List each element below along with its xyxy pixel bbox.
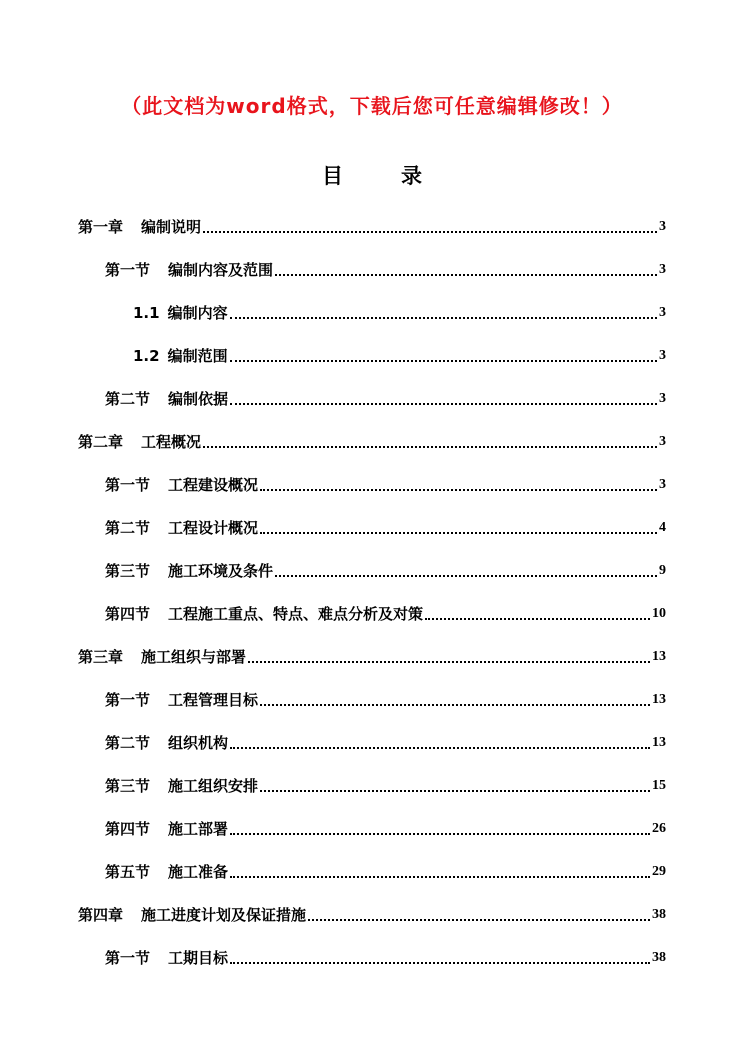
toc-entry-title: 工程管理目标 <box>168 691 259 709</box>
toc-entry[interactable] <box>0 893 744 936</box>
toc-entry-number: 第二章 <box>78 433 124 451</box>
toc-entry-page: 13 <box>652 691 666 707</box>
toc-entry[interactable] <box>0 205 744 248</box>
toc-entry[interactable] <box>0 549 744 592</box>
toc-entry-number: 第四章 <box>78 906 124 924</box>
toc-dot-leader <box>260 532 657 534</box>
toc-entry-page: 3 <box>659 433 666 449</box>
toc-entry-number: 第五节 <box>105 863 151 881</box>
toc-dot-leader <box>230 747 650 749</box>
toc-entry-title: 组织机构 <box>168 734 229 752</box>
toc-entry-page: 15 <box>652 777 666 793</box>
toc-entry-number: 第一章 <box>78 218 124 236</box>
toc-entry-number: 第四节 <box>105 605 151 623</box>
toc-entry[interactable] <box>0 506 744 549</box>
toc-entry[interactable] <box>0 334 744 377</box>
toc-entry[interactable] <box>0 248 744 291</box>
toc-entry-title: 编制内容及范围 <box>168 261 274 279</box>
toc-entry-page: 3 <box>659 347 666 363</box>
toc-entry-page: 29 <box>652 863 666 879</box>
toc-heading <box>0 160 744 190</box>
toc-dot-leader <box>260 790 650 792</box>
toc-heading-left: 目 <box>322 164 343 188</box>
toc-entry-title: 工程概况 <box>141 433 202 451</box>
toc-entry-number: 第一节 <box>105 691 151 709</box>
toc-entry-page: 13 <box>652 648 666 664</box>
toc-entry[interactable] <box>0 420 744 463</box>
toc-entry[interactable] <box>0 592 744 635</box>
toc-dot-leader <box>275 274 657 276</box>
toc-dot-leader <box>260 489 657 491</box>
toc-dot-leader <box>230 833 650 835</box>
toc-entry-page: 3 <box>659 218 666 234</box>
toc-entry[interactable] <box>0 678 744 721</box>
toc-entry-title: 施工准备 <box>168 863 229 881</box>
toc-entry-title: 施工环境及条件 <box>168 562 274 580</box>
toc-entry[interactable] <box>0 764 744 807</box>
toc-entry-page: 3 <box>659 390 666 406</box>
toc-entry-number: 第一节 <box>105 476 151 494</box>
toc-dot-leader <box>230 876 650 878</box>
toc-entry-page: 10 <box>652 605 666 621</box>
toc-dot-leader <box>248 661 650 663</box>
toc-entry[interactable] <box>0 936 744 979</box>
toc-entry-page: 38 <box>652 949 666 965</box>
toc-entry-page: 26 <box>652 820 666 836</box>
toc-entry-number: 1.1 <box>133 303 160 322</box>
editable-notice: （此文档为word格式，下载后您可任意编辑修改！） <box>121 94 623 118</box>
toc-entry-number: 第三节 <box>105 777 151 795</box>
toc-entry-title: 工程施工重点、特点、难点分析及对策 <box>168 605 424 623</box>
toc-entry-number: 第一节 <box>105 261 151 279</box>
toc-dot-leader <box>260 704 650 706</box>
toc-entry-page: 3 <box>659 476 666 492</box>
toc-entry[interactable] <box>0 721 744 764</box>
toc-dot-leader <box>230 360 657 362</box>
toc-entry-number: 第四节 <box>105 820 151 838</box>
toc-dot-leader <box>425 618 650 620</box>
toc-dot-leader <box>230 317 657 319</box>
toc-entry-number: 第一节 <box>105 949 151 967</box>
toc-entry[interactable] <box>0 377 744 420</box>
toc-entry-page: 4 <box>659 519 666 535</box>
toc-entry-title: 施工组织安排 <box>168 777 259 795</box>
toc-entry-number: 第二节 <box>105 390 151 408</box>
toc-entry-page: 3 <box>659 304 666 320</box>
toc-entry-page: 13 <box>652 734 666 750</box>
toc-dot-leader <box>230 962 650 964</box>
toc-entry[interactable] <box>0 807 744 850</box>
toc-entry-number: 第二节 <box>105 519 151 537</box>
toc-entry-page: 38 <box>652 906 666 922</box>
table-of-contents <box>0 205 744 979</box>
toc-entry-page: 9 <box>659 562 666 578</box>
toc-entry-number: 1.2 <box>133 346 160 365</box>
toc-entry-title: 工期目标 <box>168 949 229 967</box>
toc-entry-title: 编制范围 <box>167 347 228 365</box>
toc-entry-title: 施工部署 <box>168 820 229 838</box>
toc-entry-title: 编制依据 <box>168 390 229 408</box>
toc-entry-title: 工程建设概况 <box>168 476 259 494</box>
toc-dot-leader <box>230 403 657 405</box>
toc-entry[interactable] <box>0 635 744 678</box>
toc-entry-page: 3 <box>659 261 666 277</box>
toc-entry[interactable] <box>0 463 744 506</box>
toc-entry[interactable] <box>0 291 744 334</box>
toc-dot-leader <box>308 919 650 921</box>
toc-entry-number: 第三节 <box>105 562 151 580</box>
toc-entry-number: 第二节 <box>105 734 151 752</box>
toc-heading-right: 录 <box>401 164 422 188</box>
toc-entry[interactable] <box>0 850 744 893</box>
toc-entry-title: 工程设计概况 <box>168 519 259 537</box>
toc-dot-leader <box>203 231 657 233</box>
toc-entry-title: 编制内容 <box>167 304 228 322</box>
toc-dot-leader <box>203 446 657 448</box>
toc-entry-title: 施工组织与部署 <box>141 648 247 666</box>
toc-entry-title: 施工进度计划及保证措施 <box>141 906 307 924</box>
toc-entry-title: 编制说明 <box>141 218 202 236</box>
toc-entry-number: 第三章 <box>78 648 124 666</box>
toc-dot-leader <box>275 575 657 577</box>
